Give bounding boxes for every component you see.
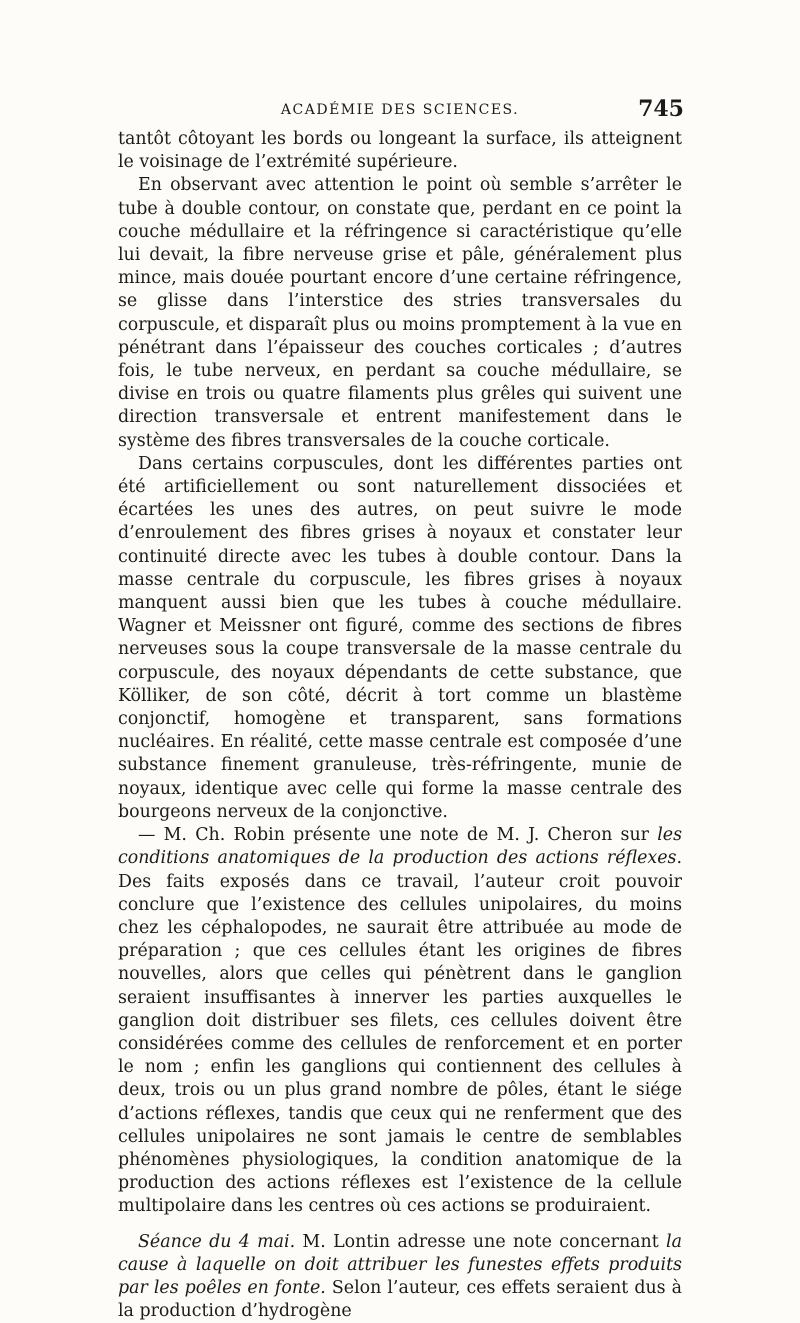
- paragraph-observation: En observant avec attention le point où semble s’arrêter le tube à double contour, on constate que, perdant en ce point la couche médullaire et la réfringence si caractéristique qu’elle lui devait, la fibre nerveuse grise et pâle, généralement plus mince, mais douée pourtant encore d’une certaine réfringence, se glisse dans l’interstice des stries transversales du corpuscule, et disparaît plus ou moins promptement à la vue en pénétrant dans l’épaisseur des couches corticales ; d’autres fois, le tube nerveux, en perdant sa couche médullaire, se divise en trois ou quatre filaments plus grêles qui suivent une direction transversale et entrent manifestement dans le système des fibres transversales de la couche corticale.: [118, 175, 682, 451]
- seance-intro: M. Lontin adresse une note concernant: [295, 1231, 667, 1252]
- running-title: ACADÉMIE DES SCIENCES.: [280, 102, 520, 118]
- paragraph-continuation: tantôt côtoyant les bords ou longeant la surface, ils atteignent le voisinage de l’extrémité supérieure.: [118, 129, 682, 173]
- paragraph-robin-note: [118, 824, 682, 1218]
- seance-rest: Selon l’auteur, ces effets seraient dus à la production d’hydrogène: [118, 1277, 682, 1322]
- lontin-note-title: la cause à laquelle on doit attribuer les funestes effets produits par les poêles en fonte.: [118, 1231, 682, 1298]
- body-text: [118, 128, 682, 1323]
- robin-intro: — M. Ch. Robin présente une note de M. J. Cheron sur: [138, 825, 658, 846]
- paragraph-corpuscules: Dans certains corpuscules, dont les différentes parties ont été artificiellement ou sont naturellement dissociées et écartées les unes des autres, on peut suivre le mode d’enroulement des fibres grises à noyaux et constater leur continuité directe avec les tubes à double contour. Dans la masse centrale du corpuscule, les fibres grises à noyaux manquent aussi bien que les tubes à couche médullaire. Wagner et Meissner ont figuré, comme des sections de fibres nerveuses sous la coupe transversale de la masse centrale du corpuscule, des noyaux dépendants de cette substance, que Kölliker, de son côté, décrit à tort comme un blastème conjonctif, homogène et transparent, sans formations nucléaires. En réalité, cette masse centrale est composée d’une substance finement granuleuse, très-réfringente, munie de noyaux, identique avec celle qui forme la masse centrale des bourgeons nerveux de la conjonctive.: [118, 453, 682, 822]
- paragraph-seance: [118, 1231, 682, 1323]
- robin-note-title: les conditions anatomiques de la production des actions réflexes: [118, 825, 682, 869]
- robin-rest: . Des faits exposés dans ce travail, l’auteur croit pouvoir conclure que l’existence des cellules unipolaires, du moins chez les céphalopodes, ne saurait être attribuée au mode de préparation ; que ces cellules étant les origines de fibres nouvelles, alors que celles qui pénètrent dans le ganglion seraient insuffisantes à innerver les parties auxquelles le ganglion doit distribuer ses filets, ces cellules doivent être considérées comme des cellules de renforcement et en porter le nom ; enfin les ganglions qui contiennent des cellules à deux, trois ou un plus grand nombre de pôles, étant le siége d’actions réflexes, tandis que ceux qui ne renferment que des cellules unipolaires ne sont jamais le centre de semblables phénomènes physiologiques, la condition anatomique de la production des actions réflexes est l’existence de la cellule multipolaire dans les centres où ces actions se produiraient.: [118, 848, 682, 1217]
- running-head: [118, 96, 682, 130]
- page-number: 745: [638, 96, 684, 122]
- seance-date: Séance du 4 mai.: [138, 1231, 296, 1252]
